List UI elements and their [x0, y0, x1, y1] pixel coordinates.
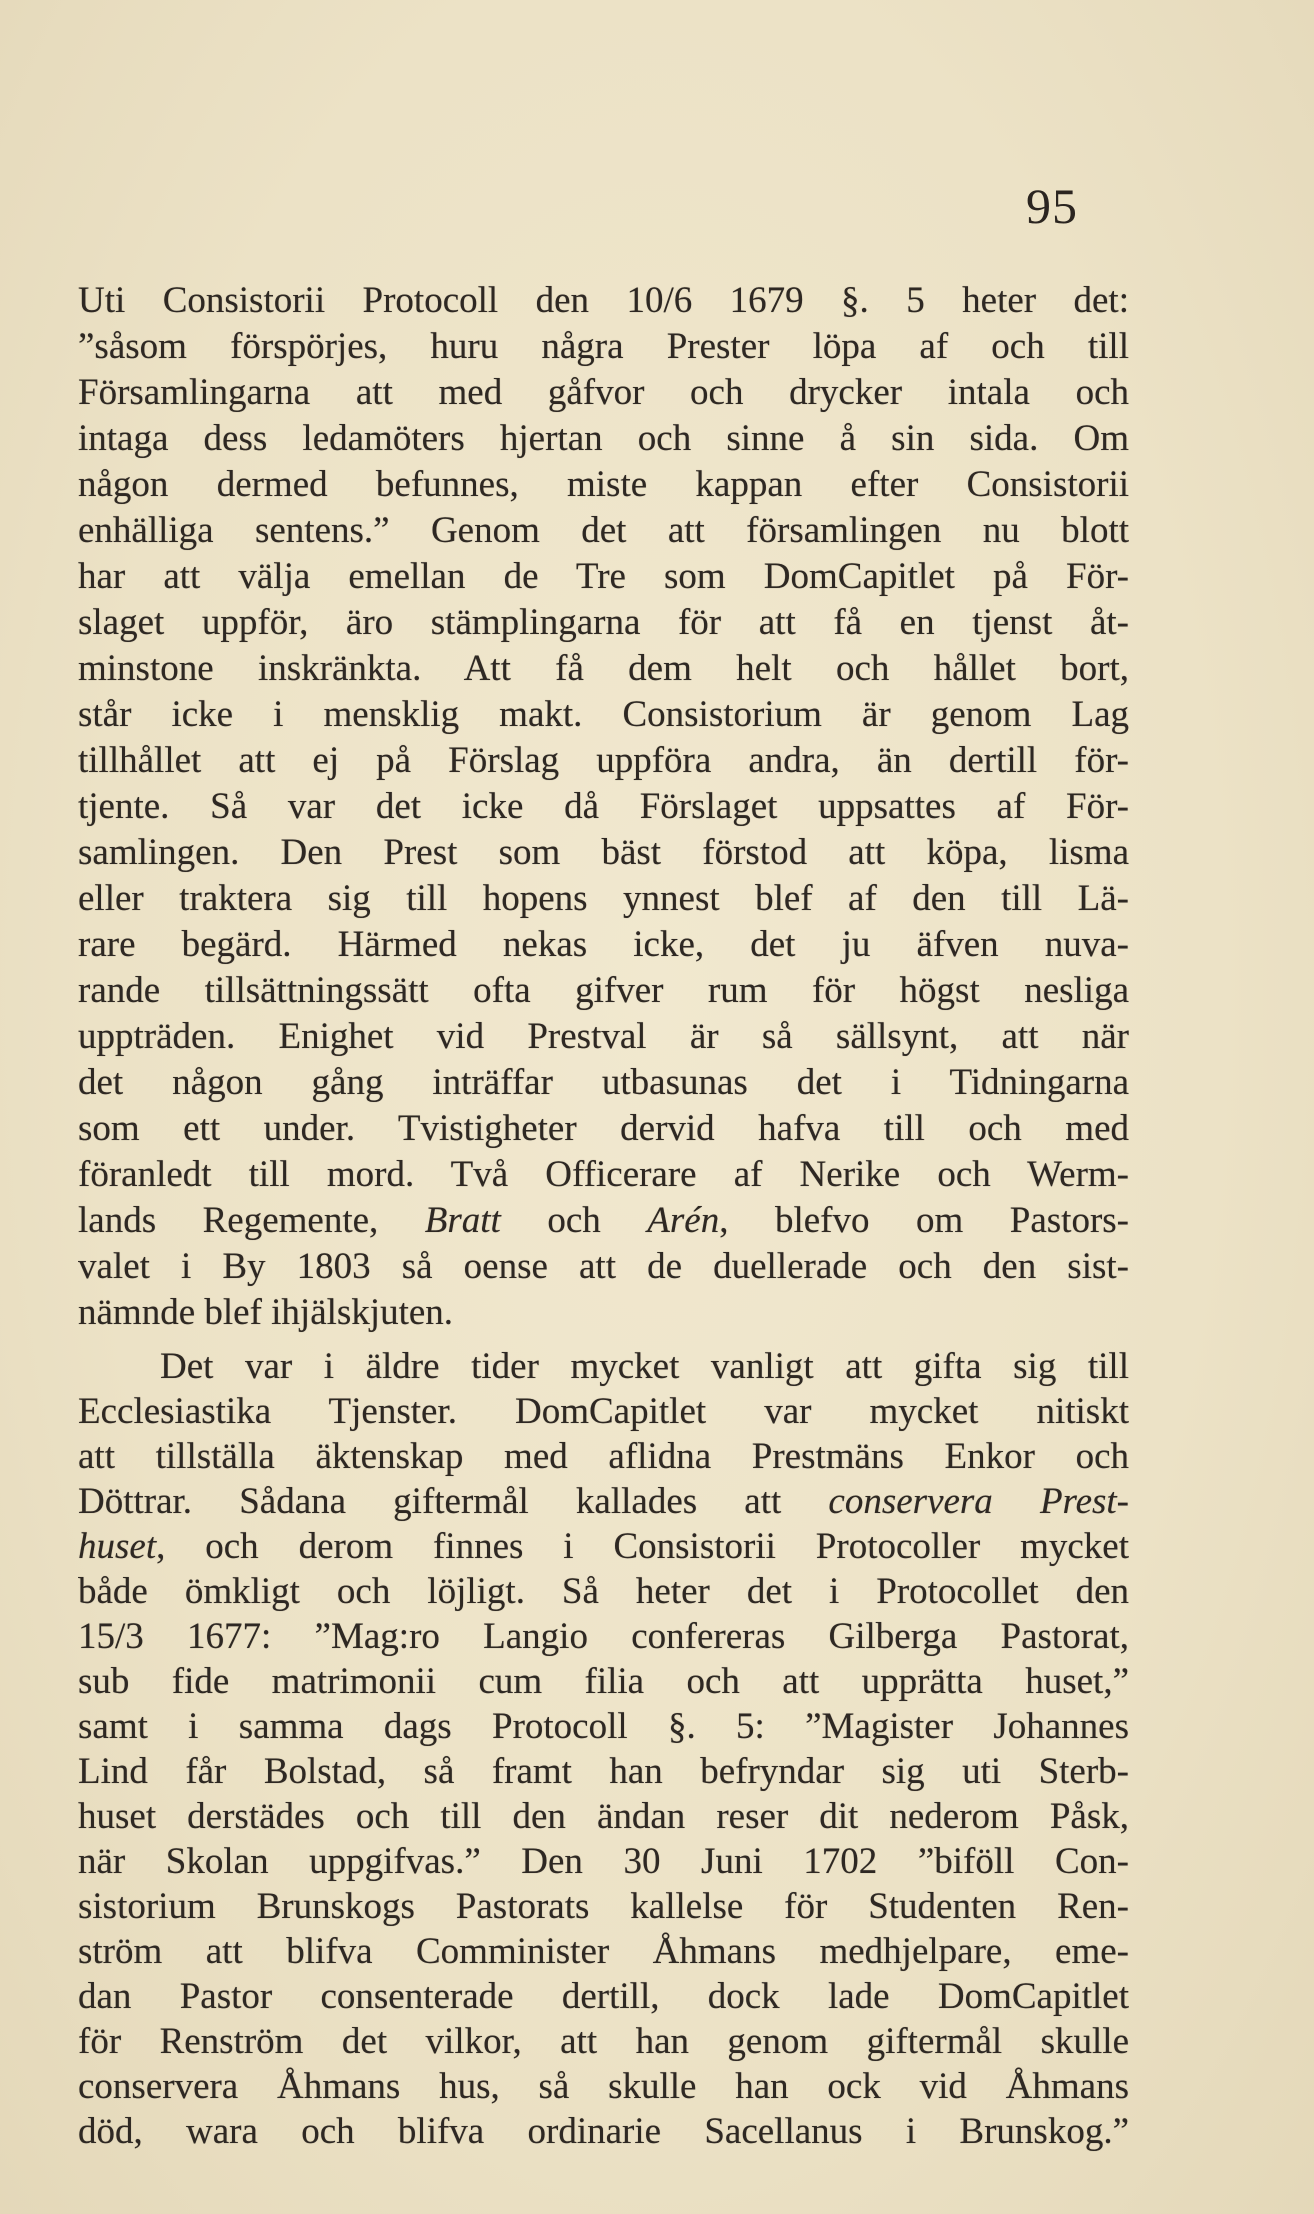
text-line: rare begärd. Härmed nekas icke, det ju äfven nuva-: [78, 924, 1129, 965]
text-line: som ett under. Tvistigheter dervid hafva till och med: [78, 1108, 1129, 1149]
text-line: rande tillsättningssätt ofta gifver rum för högst nesliga: [78, 970, 1129, 1011]
text-line: tillhållet att ej på Förslag uppföra andra, än dertill för-: [78, 740, 1129, 781]
text-line: sistorium Brunskogs Pastorats kallelse för Studenten Ren-: [78, 1886, 1129, 1927]
text-line: står icke i mensklig makt. Consistorium är genom Lag: [78, 694, 1129, 735]
text-segment: och: [500, 1200, 648, 1241]
text-line: intaga dess ledamöters hjertan och sinne å sin sida. Om: [78, 418, 1129, 459]
text-line: minstone inskränkta. Att få dem helt och hållet bort,: [78, 648, 1129, 689]
text-line: nämnde blef ihjälskjuten.: [78, 1292, 454, 1333]
text-line: [78, 1479, 1129, 1524]
text-line: Ecclesiastika Tjenster. DomCapitlet var mycket nitiskt: [78, 1391, 1129, 1432]
text-line: enhälliga sentens.” Genom det att församlingen nu blott: [78, 510, 1129, 551]
italic-text: conservera Prest-: [828, 1481, 1129, 1522]
text-body: [78, 278, 1129, 2154]
text-line: samlingen. Den Prest som bäst förstod att köpa, lisma: [78, 832, 1129, 873]
text-line: samt i samma dags Protocoll §. 5: ”Magister Johannes: [78, 1706, 1129, 1747]
text-line: har att välja emellan de Tre som DomCapitlet på För-: [78, 556, 1129, 597]
text-line: att tillställa äktenskap med aflidna Prestmäns Enkor och: [78, 1436, 1129, 1477]
text-line: både ömkligt och löjligt. Så heter det i Protocollet den: [78, 1571, 1129, 1612]
text-line: död, wara och blifva ordinarie Sacellanus i Brunskog.”: [78, 2111, 1129, 2152]
text-line: tjente. Så var det icke då Förslaget uppsattes af För-: [78, 786, 1129, 827]
text-segment: lands Regemente,: [78, 1200, 425, 1241]
italic-text: Arén: [647, 1200, 720, 1241]
text-line: ström att blifva Comminister Åhmans medhjelpare, eme-: [78, 1931, 1129, 1972]
text-line: 15/3 1677: ”Mag:ro Langio confereras Gilberga Pastorat,: [78, 1616, 1129, 1657]
text-line: sub fide matrimonii cum filia och att upprätta huset,”: [78, 1661, 1129, 1702]
text-line: Församlingarna att med gåfvor och drycker intala och: [78, 372, 1129, 413]
text-line: huset derstädes och till den ändan reser dit nederom Påsk,: [78, 1796, 1129, 1837]
italic-text: huset: [78, 1526, 157, 1567]
text-line: conservera Åhmans hus, så skulle han ock vid Åhmans: [78, 2066, 1129, 2107]
text-segment: , blefvo om Pastors-: [719, 1200, 1129, 1241]
paragraph: [78, 278, 1129, 1336]
text-line: valet i By 1803 så oense att de duellerade och den sist-: [78, 1246, 1129, 1287]
text-segment: , och derom finnes i Consistorii Protocoller mycket: [156, 1526, 1129, 1567]
text-line: [78, 1198, 1129, 1244]
text-line: ”såsom förspörjes, huru några Prester löpa af och till: [78, 326, 1129, 367]
text-line: [78, 1524, 1129, 1569]
text-line: Lind får Bolstad, så framt han befryndar sig uti Sterb-: [78, 1751, 1129, 1792]
italic-text: Bratt: [424, 1200, 501, 1241]
text-line: uppträden. Enighet vid Prestval är så sällsynt, att när: [78, 1016, 1129, 1057]
page-number: 95: [1026, 178, 1078, 234]
text-line: föranledt till mord. Två Officerare af Nerike och Werm-: [78, 1154, 1129, 1195]
text-line: dan Pastor consenterade dertill, dock lade DomCapitlet: [78, 1976, 1129, 2017]
paragraph: [78, 1344, 1129, 2154]
text-line: någon dermed befunnes, miste kappan efter Consistorii: [78, 464, 1129, 505]
text-line: slaget uppför, äro stämplingarna för att få en tjenst åt-: [78, 602, 1129, 643]
text-line: Uti Consistorii Protocoll den 10/6 1679 §. 5 heter det:: [78, 280, 1129, 321]
text-line: när Skolan uppgifvas.” Den 30 Juni 1702 ”biföll Con-: [78, 1841, 1129, 1882]
text-line: eller traktera sig till hopens ynnest blef af den till Lä-: [78, 878, 1129, 919]
text-line: Det var i äldre tider mycket vanligt att gifta sig till: [160, 1346, 1129, 1387]
text-line: för Renström det vilkor, att han genom giftermål skulle: [78, 2021, 1129, 2062]
text-line: det någon gång inträffar utbasunas det i Tidningarna: [78, 1062, 1129, 1103]
text-segment: Döttrar. Sådana giftermål kallades att: [78, 1481, 829, 1522]
